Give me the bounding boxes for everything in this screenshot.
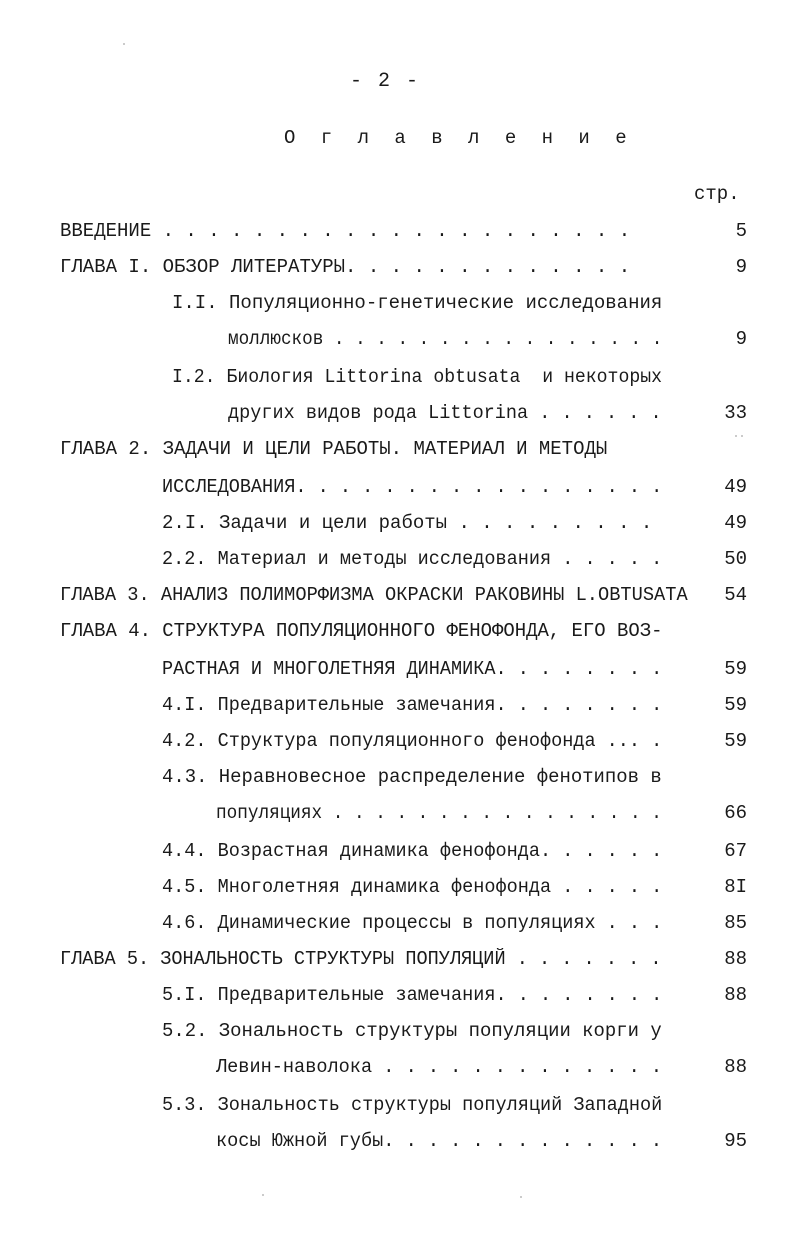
scan-speck — [123, 43, 125, 45]
toc-entry-line: ГЛАВА 5. ЗОНАЛЬНОСТЬ СТРУКТУРЫ ПОПУЛЯЦИЙ . . . . . . . — [60, 948, 662, 970]
toc-page-number: 50 — [724, 548, 747, 570]
toc-entry-line: 5.I. Предварительные замечания. . . . . . . . — [162, 984, 663, 1006]
toc-page-number: 49 — [724, 476, 747, 498]
toc-entry-line: 4.I. Предварительные замечания. . . . . . . . — [162, 694, 663, 716]
toc-entry-line: косы Южной губы. . . . . . . . . . . . . — [216, 1130, 663, 1152]
toc-page-number: 59 — [724, 694, 747, 716]
toc-entry-line: популяциях . . . . . . . . . . . . . . . . — [216, 802, 662, 824]
toc-page-number: 88 — [724, 984, 747, 1006]
toc-entry-line: ВВЕДЕНИЕ . . . . . . . . . . . . . . . . . . . . . — [60, 220, 631, 242]
page-number: - 2 - — [350, 70, 421, 93]
scan-speck — [262, 1194, 264, 1196]
toc-entry-line: 4.6. Динамические процессы в популяциях . . . — [162, 912, 663, 934]
toc-entry-line: ГЛАВА 2. ЗАДАЧИ И ЦЕЛИ РАБОТЫ. МАТЕРИАЛ И МЕТОДЫ — [60, 438, 608, 460]
toc-entry-line: ГЛАВА 3. АНАЛИЗ ПОЛИМОРФИЗМА ОКРАСКИ РАКОВИНЫ L.OBTUSATA — [60, 584, 688, 606]
toc-page-number: 54 — [724, 584, 747, 606]
toc-page-number: 85 — [724, 912, 747, 934]
scan-speck — [520, 1196, 522, 1198]
toc-entry-line: моллюсков . . . . . . . . . . . . . . . . — [228, 328, 663, 350]
page-column-label: стр. — [694, 183, 740, 205]
toc-page-number: 59 — [724, 730, 747, 752]
toc-page-number: 95 — [724, 1130, 747, 1152]
toc-page-number: 9 — [735, 328, 747, 350]
toc-entry-line: ГЛАВА 4. СТРУКТУРА ПОПУЛЯЦИОННОГО ФЕНОФОНДА, ЕГО ВОЗ- — [60, 620, 663, 642]
toc-entry-line: I.2. Биология Littorina obtusata и некоторых — [172, 366, 663, 388]
toc-entry-line: I.I. Популяционно-генетические исследования — [172, 292, 663, 314]
toc-entry-line: Левин-наволока . . . . . . . . . . . . . — [216, 1056, 663, 1078]
toc-entry-line: 5.3. Зональность структуры популяций Западной — [162, 1094, 663, 1116]
toc-page-number: 88 — [724, 1056, 747, 1078]
toc-entry-line: 2.I. Задачи и цели работы . . . . . . . . . — [162, 512, 653, 534]
toc-entry-line: 2.2. Материал и методы исследования . . . . . — [162, 548, 663, 570]
toc-entry-line: ГЛАВА I. ОБЗОР ЛИТЕРАТУРЫ. . . . . . . . . . . . . — [60, 256, 631, 278]
toc-entry-line: ИССЛЕДОВАНИЯ. . . . . . . . . . . . . . . . . — [162, 476, 663, 498]
toc-entry-line: других видов рода Littorina . . . . . . — [228, 402, 662, 424]
scan-speck — [741, 435, 743, 437]
toc-entry-line: 4.5. Многолетняя динамика фенофонда . . . . . — [162, 876, 663, 898]
scan-speck — [735, 435, 737, 437]
toc-page-number: 59 — [724, 658, 747, 680]
toc-entry-line: 5.2. Зональность структуры популяции корги у — [162, 1020, 662, 1042]
toc-page-number: 88 — [724, 948, 747, 970]
toc-page-number: 9 — [735, 256, 747, 278]
toc-entry-line: РАСТНАЯ И МНОГОЛЕТНЯЯ ДИНАМИКА. . . . . . . . — [162, 658, 663, 680]
toc-entry-line: 4.4. Возрастная динамика фенофонда. . . . . . — [162, 840, 663, 862]
toc-page-number: 49 — [724, 512, 747, 534]
toc-entry-line: 4.3. Неравновесное распределение фенотипов в — [162, 766, 662, 788]
toc-page-number: 8I — [724, 876, 747, 898]
toc-entry-line: 4.2. Структура популяционного фенофонда ... . — [162, 730, 663, 752]
page-title: О г л а в л е н и е — [284, 127, 634, 149]
toc-page-number: 67 — [724, 840, 747, 862]
toc-page-number: 66 — [724, 802, 747, 824]
toc-page-number: 5 — [735, 220, 747, 242]
toc-page-number: 33 — [724, 402, 747, 424]
